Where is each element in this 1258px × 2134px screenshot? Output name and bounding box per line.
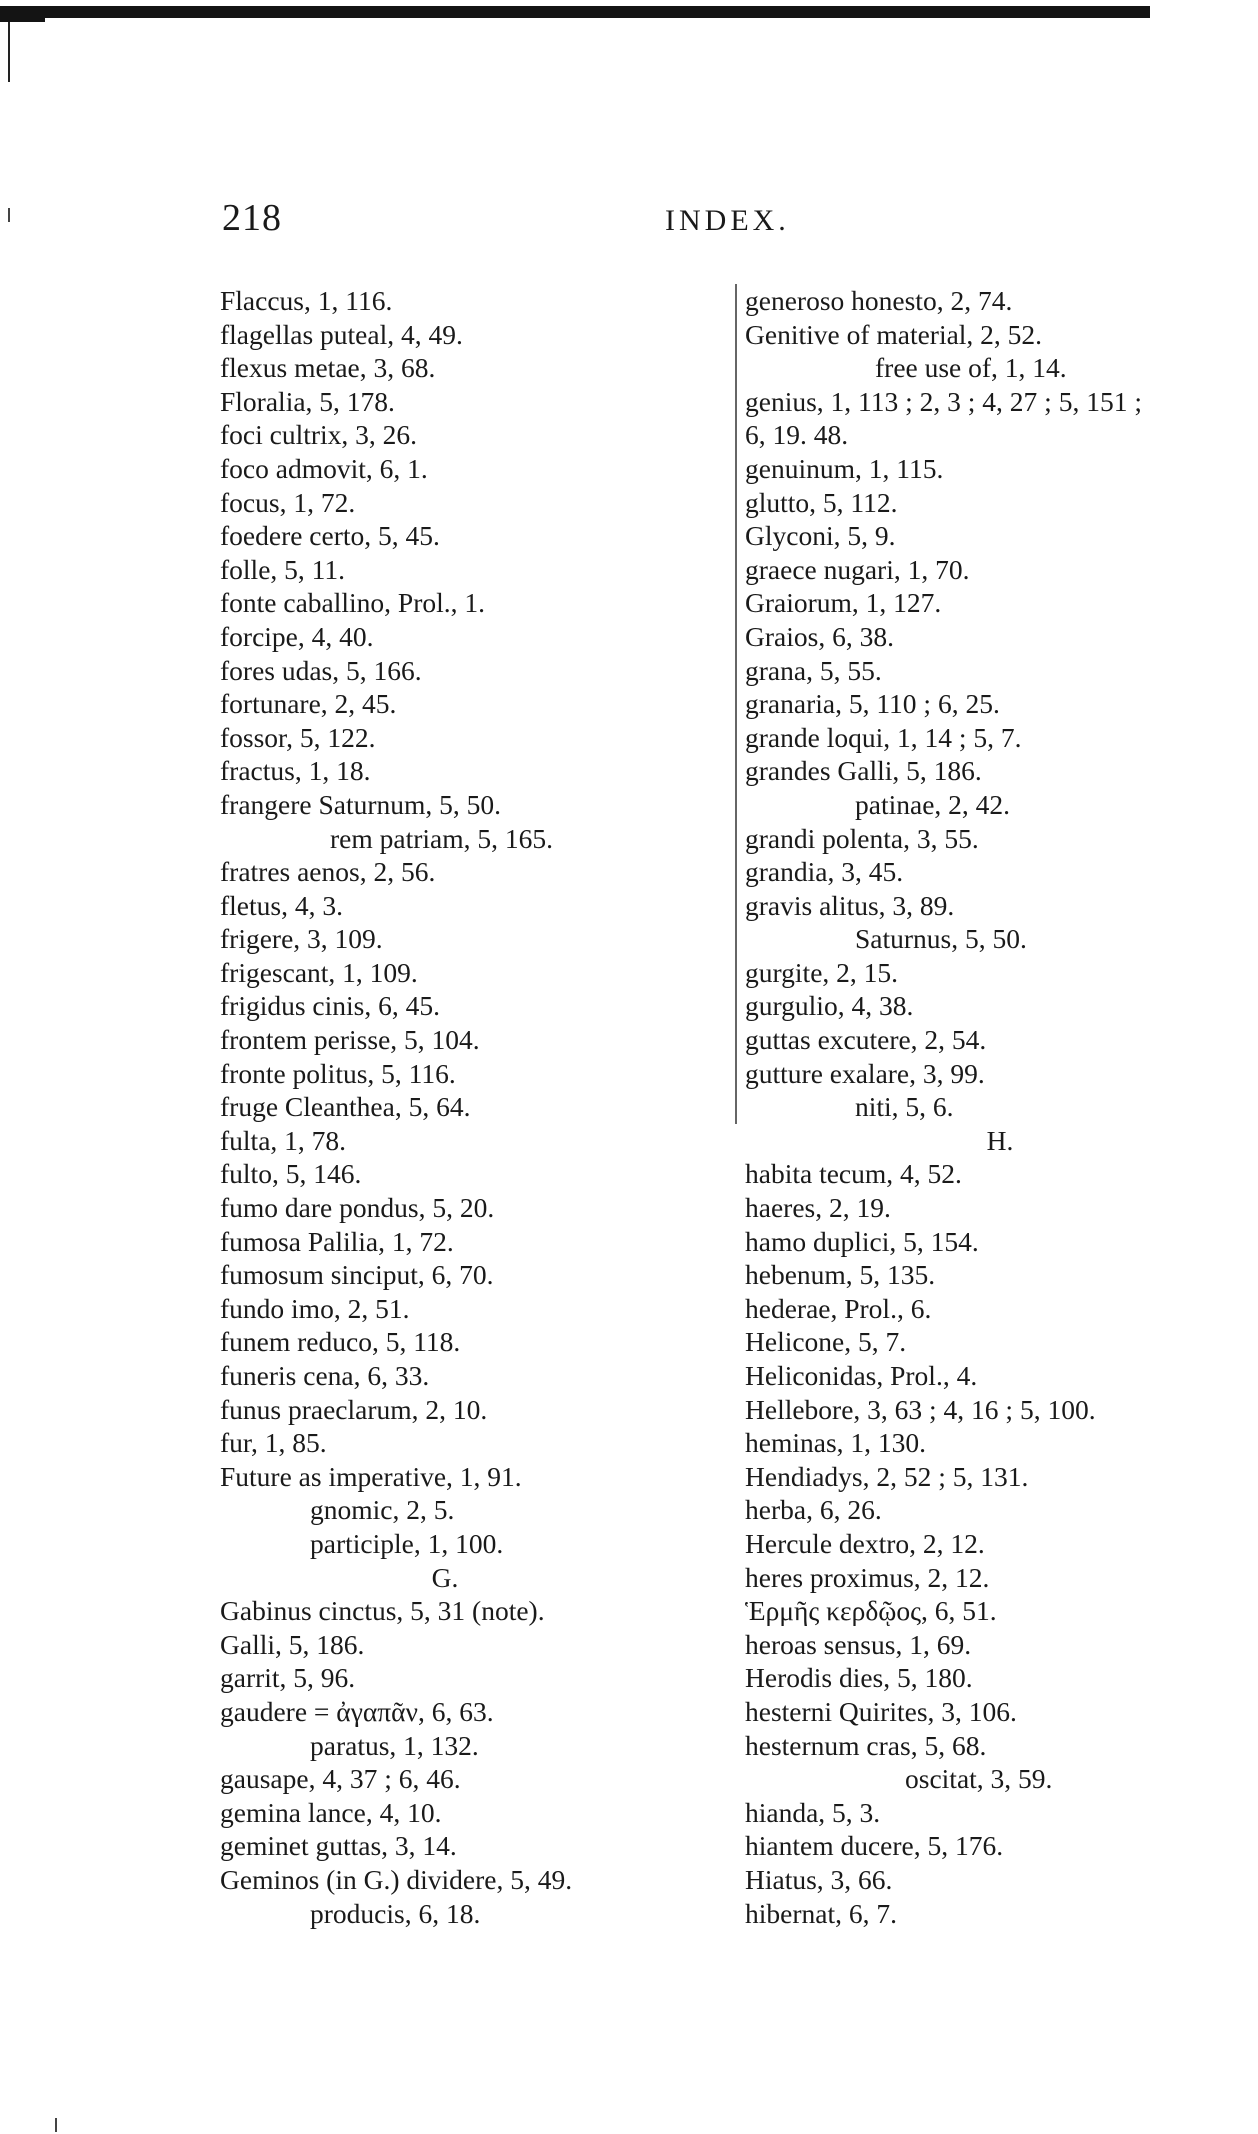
index-entry: habita tecum, 4, 52. bbox=[745, 1158, 962, 1190]
index-subentry: 6, 19. 48. bbox=[745, 419, 849, 451]
index-entry: gravis alitus, 3, 89. bbox=[745, 889, 955, 921]
index-entry: hesterni Quirites, 3, 106. bbox=[745, 1695, 1017, 1727]
index-entry: Heliconidas, Prol., 4. bbox=[745, 1360, 978, 1391]
index-entry: hebenum, 5, 135. bbox=[745, 1259, 936, 1291]
index-entry: funeris cena, 6, 33. bbox=[220, 1360, 430, 1391]
section-letter-heading: G. bbox=[431, 1561, 459, 1593]
index-entry: glutto, 5, 112. bbox=[745, 486, 898, 518]
index-entry: heminas, 1, 130. bbox=[745, 1427, 927, 1459]
index-subentry: gnomic, 2, 5. bbox=[310, 1494, 455, 1526]
index-entry: foedere certo, 5, 45. bbox=[220, 520, 440, 552]
index-entry: frigere, 3, 109. bbox=[220, 923, 383, 955]
index-entry: genius, 1, 113 ; 2, 3 ; 4, 27 ; 5, 151 ; bbox=[745, 385, 1142, 417]
index-subentry: patinae, 2, 42. bbox=[855, 788, 1011, 820]
index-entry: Ἑρμῆς κερδῷος, 6, 51. bbox=[745, 1595, 997, 1627]
index-entry: Hiatus, 3, 66. bbox=[745, 1863, 893, 1895]
index-entry: flexus metae, 3, 68. bbox=[220, 352, 436, 384]
index-entry: fumosa Palilia, 1, 72. bbox=[220, 1225, 454, 1257]
index-subentry: oscitat, 3, 59. bbox=[905, 1763, 1053, 1795]
index-entry: haeres, 2, 19. bbox=[745, 1192, 891, 1224]
index-entry: fulta, 1, 78. bbox=[220, 1124, 347, 1156]
index-entry: genuinum, 1, 115. bbox=[745, 452, 944, 484]
index-entry: frontem perisse, 5, 104. bbox=[220, 1024, 480, 1056]
index-entry: fulto, 5, 146. bbox=[220, 1158, 362, 1190]
section-letter-heading: H. bbox=[986, 1124, 1014, 1156]
column-rule bbox=[735, 284, 737, 1124]
index-entry: fur, 1, 85. bbox=[220, 1427, 327, 1459]
scan-top-edge-corner bbox=[0, 18, 45, 22]
index-entry: heroas sensus, 1, 69. bbox=[745, 1628, 972, 1660]
index-entry: gausape, 4, 37 ; 6, 46. bbox=[220, 1763, 461, 1795]
index-entry: herba, 6, 26. bbox=[745, 1494, 882, 1526]
index-entry: Gabinus cinctus, 5, 31 (note). bbox=[220, 1595, 545, 1627]
index-entry: Helicone, 5, 7. bbox=[745, 1326, 907, 1358]
index-entry: foco admovit, 6, 1. bbox=[220, 452, 428, 484]
index-column-left bbox=[220, 284, 700, 1930]
index-entry: fores udas, 5, 166. bbox=[220, 654, 422, 686]
index-entry: funem reduco, 5, 118. bbox=[220, 1326, 461, 1358]
index-entry: fractus, 1, 18. bbox=[220, 755, 371, 787]
index-entry: Herodis dies, 5, 180. bbox=[745, 1662, 973, 1694]
index-entry: Hellebore, 3, 63 ; 4, 16 ; 5, 100. bbox=[745, 1393, 1096, 1425]
index-entry: grande loqui, 1, 14 ; 5, 7. bbox=[745, 721, 1022, 753]
index-entry: generoso honesto, 2, 74. bbox=[745, 285, 1013, 316]
index-subentry: producis, 6, 18. bbox=[310, 1897, 481, 1929]
index-entry: fratres aenos, 2, 56. bbox=[220, 856, 436, 888]
scan-margin-mark bbox=[8, 208, 10, 222]
index-entry: grandes Galli, 5, 186. bbox=[745, 755, 982, 787]
index-entry: hesternum cras, 5, 68. bbox=[745, 1729, 987, 1761]
index-entry: heres proximus, 2, 12. bbox=[745, 1561, 990, 1593]
index-entry: Galli, 5, 186. bbox=[220, 1628, 365, 1660]
index-entry: forcipe, 4, 40. bbox=[220, 620, 374, 652]
index-entry: Future as imperative, 1, 91. bbox=[220, 1460, 522, 1492]
scan-left-edge bbox=[8, 22, 10, 82]
index-entry: grandi polenta, 3, 55. bbox=[745, 822, 979, 854]
index-entry: Hercule dextro, 2, 12. bbox=[745, 1527, 985, 1559]
index-entry: Graios, 6, 38. bbox=[745, 620, 894, 652]
index-entry: gutture exalare, 3, 99. bbox=[745, 1057, 985, 1089]
index-entry: garrit, 5, 96. bbox=[220, 1662, 356, 1694]
index-subentry: participle, 1, 100. bbox=[310, 1527, 504, 1559]
index-entry: Floralia, 5, 178. bbox=[220, 385, 395, 417]
index-entry: graece nugari, 1, 70. bbox=[745, 553, 970, 585]
index-entry: Graiorum, 1, 127. bbox=[745, 587, 942, 619]
index-entry: Genitive of material, 2, 52. bbox=[745, 318, 1043, 350]
index-entry: gemina lance, 4, 10. bbox=[220, 1796, 442, 1828]
index-entry: frigescant, 1, 109. bbox=[220, 956, 418, 988]
index-entry: hederae, Prol., 6. bbox=[745, 1292, 932, 1324]
page-number: 218 bbox=[222, 197, 282, 239]
index-entry: grandia, 3, 45. bbox=[745, 856, 904, 888]
index-entry: fletus, 4, 3. bbox=[220, 889, 343, 921]
index-entry: funus praeclarum, 2, 10. bbox=[220, 1393, 488, 1425]
index-entry: gaudere = ἀγαπᾶν, 6, 63. bbox=[220, 1695, 494, 1727]
index-entry: fumo dare pondus, 5, 20. bbox=[220, 1192, 495, 1224]
index-subentry: free use of, 1, 14. bbox=[875, 352, 1067, 384]
index-subentry: paratus, 1, 132. bbox=[310, 1729, 479, 1761]
index-entry: granaria, 5, 110 ; 6, 25. bbox=[745, 688, 1000, 720]
index-entry: fossor, 5, 122. bbox=[220, 721, 376, 753]
index-entry: Geminos (in G.) dividere, 5, 49. bbox=[220, 1863, 573, 1895]
index-subentry: rem patriam, 5, 165. bbox=[330, 822, 553, 854]
index-entry: frigidus cinis, 6, 45. bbox=[220, 990, 440, 1022]
index-entry: fonte caballino, Prol., 1. bbox=[220, 587, 486, 619]
index-entry: geminet guttas, 3, 14. bbox=[220, 1830, 457, 1862]
index-entry: fortunare, 2, 45. bbox=[220, 688, 397, 720]
index-entry: gurgulio, 4, 38. bbox=[745, 990, 914, 1022]
index-entry: Flaccus, 1, 116. bbox=[220, 285, 393, 316]
index-entry: foci cultrix, 3, 26. bbox=[220, 419, 418, 451]
index-subentry: Saturnus, 5, 50. bbox=[855, 923, 1027, 955]
index-subentry: niti, 5, 6. bbox=[855, 1091, 954, 1123]
index-entry: fruge Cleanthea, 5, 64. bbox=[220, 1091, 471, 1123]
index-entry: flagellas puteal, 4, 49. bbox=[220, 318, 463, 350]
index-entry: fundo imo, 2, 51. bbox=[220, 1292, 410, 1324]
index-entry: focus, 1, 72. bbox=[220, 486, 356, 518]
index-entry: folle, 5, 11. bbox=[220, 553, 345, 585]
scan-top-edge bbox=[0, 6, 1150, 18]
index-entry: hiantem ducere, 5, 176. bbox=[745, 1830, 1004, 1862]
index-entry: hibernat, 6, 7. bbox=[745, 1897, 897, 1929]
index-entry: grana, 5, 55. bbox=[745, 654, 882, 686]
index-entry: hamo duplici, 5, 154. bbox=[745, 1225, 979, 1257]
index-entry: fronte politus, 5, 116. bbox=[220, 1057, 456, 1089]
index-entry: fumosum sinciput, 6, 70. bbox=[220, 1259, 494, 1291]
running-head: INDEX. bbox=[665, 204, 790, 237]
index-entry: gurgite, 2, 15. bbox=[745, 956, 899, 988]
index-entry: Glyconi, 5, 9. bbox=[745, 520, 896, 552]
index-entry: frangere Saturnum, 5, 50. bbox=[220, 788, 502, 820]
index-entry: Hendiadys, 2, 52 ; 5, 131. bbox=[745, 1460, 1029, 1492]
scan-margin-mark bbox=[55, 2118, 57, 2132]
index-entry: hianda, 5, 3. bbox=[745, 1796, 881, 1828]
index-column-right bbox=[745, 284, 1245, 1930]
index-entry: guttas excutere, 2, 54. bbox=[745, 1024, 987, 1056]
